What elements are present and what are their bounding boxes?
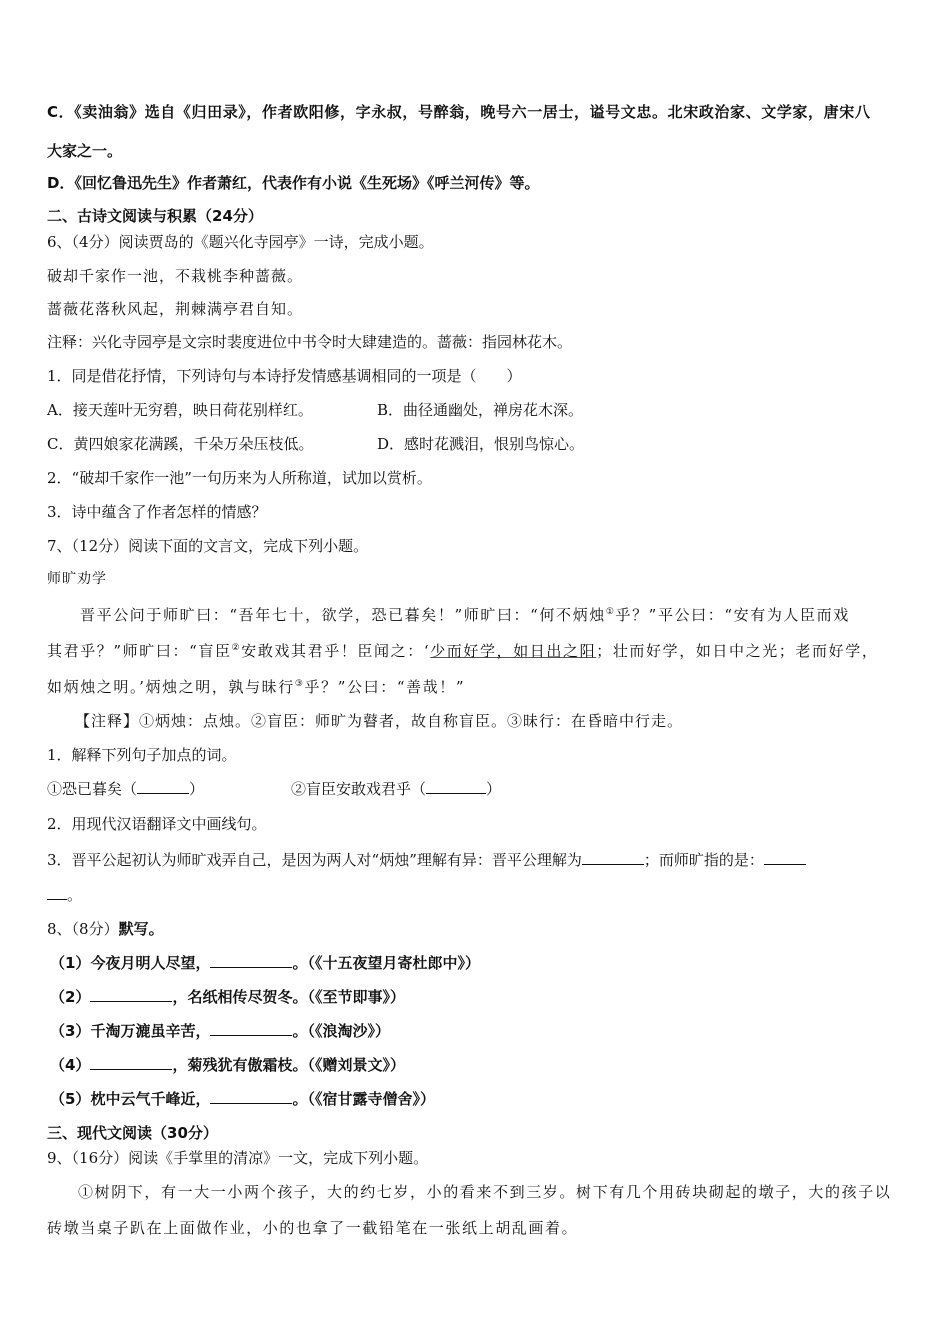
q7-intro: 7、（12分）阅读下面的文言文，完成下列小题。 xyxy=(47,537,369,555)
q6-option-c: C．黄四娘家花满蹊，千朵万朵压枝低。 xyxy=(47,435,314,453)
q8-item-3 xyxy=(50,1021,390,1041)
q7-sub3-cont xyxy=(47,885,82,905)
item-text: 。（《宿甘露寺僧舍》） xyxy=(292,1090,435,1108)
q6-intro: 6、（4分）阅读贾岛的《题兴化寺园亭》一诗，完成小题。 xyxy=(47,233,434,251)
footnote-marker-3: ③ xyxy=(294,679,305,689)
item-text: 枕中云气千峰近， xyxy=(90,1090,211,1108)
item-text: ，菊残犹有傲霜枝。（《赠刘景文》） xyxy=(172,1056,405,1074)
section2-heading: 二、古诗文阅读与积累（24分） xyxy=(47,207,263,225)
q9-para1-line2: 砖墩当桌子趴在上面做作业，小的也拿了一截铅笔在一张纸上胡乱画着。 xyxy=(47,1219,579,1237)
question-text: 。 xyxy=(67,886,83,904)
q7-sub1-item1 xyxy=(47,779,204,799)
passage-text: 晋平公问于师旷曰：“吾年七十，欲学，恐已暮矣！”师旷曰：“何不炳烛 xyxy=(80,606,606,624)
q6-option-b: B．曲径通幽处，禅房花木深。 xyxy=(377,401,584,419)
q7-title: 师旷劝学 xyxy=(47,571,107,587)
q8-item-1 xyxy=(50,953,480,973)
option-c-line1: C．《卖油翁》选自《归田录》，作者欧阳修，字永叔，号醉翁，晚号六一居士，谥号文忠。北宋政治家、文学家，唐宋八 xyxy=(47,103,871,121)
q7-sub3 xyxy=(47,850,806,870)
q7-passage-line3 xyxy=(47,677,465,697)
passage-text: 其君乎？”师旷曰：“盲臣 xyxy=(47,642,232,660)
q6-sub2: 2．“破却千家作一池”一句历来为人所称道，试加以赏析。 xyxy=(47,469,432,487)
item-number: （1） xyxy=(50,954,91,972)
underlined-sentence: 少而好学，如日出之阳 xyxy=(430,642,597,660)
item-text: 今夜月明人尽望， xyxy=(90,954,211,972)
item-text: ） xyxy=(486,780,502,798)
q8-item-4 xyxy=(50,1055,405,1075)
answer-blank[interactable] xyxy=(582,850,644,865)
q8-intro xyxy=(47,919,164,939)
answer-blank[interactable] xyxy=(210,1089,292,1104)
q8-item-5 xyxy=(50,1089,435,1109)
answer-blank[interactable] xyxy=(210,953,292,968)
option-d: D．《回忆鲁迅先生》作者萧红，代表作有小说《生死场》《呼兰河传》等。 xyxy=(47,174,540,192)
q6-option-d: D．感时花溅泪，恨别鸟惊心。 xyxy=(377,435,585,453)
answer-blank[interactable] xyxy=(90,1055,172,1070)
item-text: 千淘万漉虽辛苦， xyxy=(90,1022,211,1040)
q7-passage-line2 xyxy=(47,641,878,661)
q7-sub1-item2 xyxy=(291,779,501,799)
item-number: （4） xyxy=(50,1056,91,1074)
passage-text: 乎？”公曰：“善哉！” xyxy=(304,678,466,696)
answer-blank[interactable] xyxy=(764,850,806,865)
q9-para1-line1: ①树阴下，有一大一小两个孩子，大的约七岁，小的看来不到三岁。树下有几个用砖块砌起的墩子，大的孩子以 xyxy=(78,1183,892,1201)
item-text: ②盲臣安敢戏君乎（ xyxy=(291,780,427,798)
q6-sub1: 1．同是借花抒情，下列诗句与本诗抒发情感基调相同的一项是（ ） xyxy=(47,367,522,385)
passage-text: ；壮而好学，如日中之光；老而好学， xyxy=(596,642,879,660)
footnote-marker-1: ① xyxy=(605,607,616,617)
q6-sub3: 3．诗中蕴含了作者怎样的情感？ xyxy=(47,503,267,521)
section3-heading: 三、现代文阅读（30分） xyxy=(47,1124,218,1142)
item-number: （2） xyxy=(50,988,91,1006)
q7-sub1: 1．解释下列句子加点的词。 xyxy=(47,746,237,764)
item-text: ） xyxy=(189,780,205,798)
option-c-line2: 大家之一。 xyxy=(47,142,123,160)
footnote-marker-2: ② xyxy=(231,643,242,653)
question-text: ；而师旷指的是： xyxy=(643,851,764,869)
question-text: 3．晋平公起初认为师旷戏弄自己，是因为两人对“炳烛”理解有异：晋平公理解为 xyxy=(47,851,582,869)
q9-intro: 9、（16分）阅读《手掌里的清凉》一文，完成下列小题。 xyxy=(47,1149,429,1167)
q7-note: 【注释】①炳烛：点烛。②盲臣：师旷为瞽者，故自称盲臣。③昧行：在昏暗中行走。 xyxy=(75,712,684,730)
item-number: （5） xyxy=(50,1090,91,1108)
answer-blank[interactable] xyxy=(426,779,486,794)
passage-text: 如炳烛之明。’炳烛之明，孰与昧行 xyxy=(47,678,295,696)
answer-blank[interactable] xyxy=(90,987,172,1002)
item-text: 。（《十五夜望月寄杜郎中》） xyxy=(292,954,480,972)
q6-note: 注释：兴化寺园亭是文宗时裴度进位中书令时大肆建造的。蔷薇：指园林花木。 xyxy=(47,333,573,351)
passage-text: 乎？”平公曰：“安有为人臣而戏 xyxy=(615,606,850,624)
q6-option-a: A．接天莲叶无穷碧，映日荷花别样红。 xyxy=(47,401,313,419)
passage-text: 安敢戏其君乎！臣闻之：‘ xyxy=(241,642,431,660)
q6-poem-line2: 蔷薇花落秋风起，荆棘满亭君自知。 xyxy=(47,300,304,318)
q6-poem-line1: 破却千家作一池，不栽桃李种蔷薇。 xyxy=(47,267,304,285)
question-number: 8、（8分） xyxy=(47,920,119,938)
item-text: ①恐已暮矣（ xyxy=(47,780,138,798)
item-text: 。（《浪淘沙》） xyxy=(292,1022,390,1040)
item-number: （3） xyxy=(50,1022,91,1040)
answer-blank[interactable] xyxy=(137,779,189,794)
item-text: ，名纸相传尽贺冬。（《至节即事》） xyxy=(172,988,405,1006)
answer-blank[interactable] xyxy=(210,1021,292,1036)
answer-blank[interactable] xyxy=(47,885,67,900)
question-instruction: 默写。 xyxy=(118,920,164,938)
q7-sub2: 2．用现代汉语翻译文中画线句。 xyxy=(47,815,267,833)
q8-item-2 xyxy=(50,987,405,1007)
q7-passage-line1 xyxy=(80,605,850,625)
